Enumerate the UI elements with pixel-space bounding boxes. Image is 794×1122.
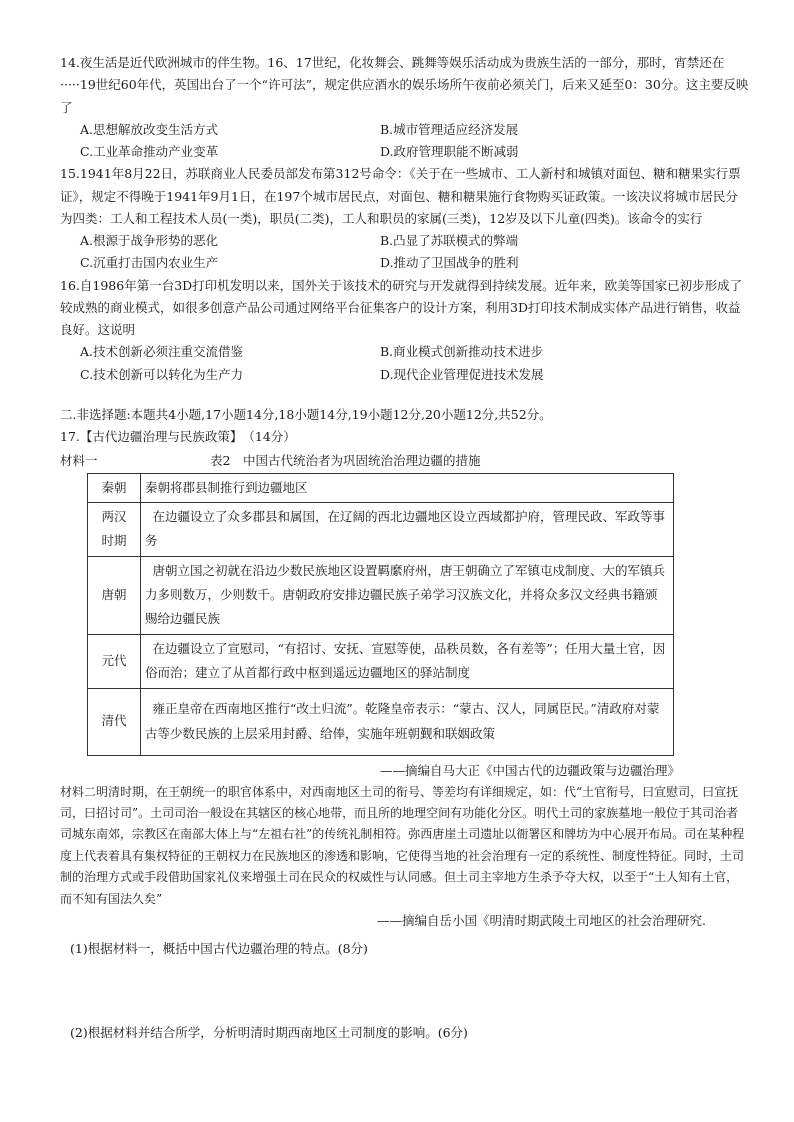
option-c: C.工业革命推动产业变革 <box>80 144 219 159</box>
option-list <box>60 230 750 275</box>
content-cell: 雍正皇帝在西南地区推行“改土归流”。乾隆皇帝表示：“蒙古、汉人，同属臣民。”清政府对蒙古等少数民族的上层采用封爵、给俸，实施年班朝觐和联姻政策 <box>141 688 674 755</box>
table-row <box>88 473 674 502</box>
question-14 <box>60 52 750 163</box>
exam-page <box>60 52 750 1045</box>
material-2-text: 材料二明清时期，在王朝统一的职官体系中，对西南地区土司的衔号、等差均有详细规定，如：代“土官衔号，曰宣慰司，曰宣抚司，曰招讨司”。土司司治一般设在其辖区的核心地带，而且所的地理空间有功能化分区。明代土司的家族墓地一般位于其司治者司城东南郊，宗教区在南部大体上与“左祖右社”的传统礼制相符。弥西唐崖土司遗址以衙署区和牌坊为中心展开布局。司在某种程度上代表着具有集权特征的王朝权力在民族地区的渗透和影响，它使得当地的社会治理有一定的系统性、制度性特征。同时，土司制的治理方式或手段借助国家礼仪来增强土司在民众的权威性与认同感。但土司主宰地方生杀予夺大权，以至于“土人知有土官，而不知有国法久矣” <box>60 784 745 906</box>
content-cell: 唐朝立国之初就在沿边少数民族地区设置羁縻府州，唐王朝确立了军镇屯戍制度、大的军镇兵力多则数万，少则数千。唐朝政府安排边疆民族子弟学习汉族文化，并将众多汉文经典书籍颁赐给边疆民族 <box>141 556 674 634</box>
option-a: A.思想解放改变生活方式 <box>80 121 219 137</box>
option-d: D.推动了卫国战争的胜利 <box>380 255 519 271</box>
option-d: D.现代企业管理促进技术发展 <box>380 366 544 382</box>
option-d: D.政府管理职能不断减弱 <box>380 144 519 159</box>
question-16 <box>60 275 750 386</box>
section-heading: 二.非选择题:本题共4小题,17小题14分,18小题14分,19小题12分,20小题12分,共52分。 <box>60 406 552 422</box>
table-caption: 表2 中国古代统治者为巩固统治治理边疆的措施 <box>210 453 481 469</box>
material-label: 材料一 <box>60 453 98 469</box>
option-c: C.技术创新可以转化为生产力 <box>80 366 244 382</box>
option-b: B.城市管理适应经济发展 <box>380 121 519 137</box>
question-title: 17.【古代边疆治理与民族政策】 （14分） <box>60 429 296 444</box>
table-row <box>88 502 674 556</box>
dynasty-cell: 唐朝 <box>88 556 141 634</box>
question-stem: 16.自1986年第一台3D打印机发明以来，国外关于该技术的研究与开发就得到持续发展。近年来，欧美等国家已初步形成了较成熟的商业模式，如很多创意产品公司通过网络平台征集客户的设计方案，利用3D打印技术制成实体产品进行销售，收益良好。这说明 <box>60 277 743 337</box>
question-17 <box>60 426 750 1045</box>
option-b: B.凸显了苏联模式的弊端 <box>380 233 519 248</box>
material-2-source: ——摘编自岳小国《明清时期武陵土司地区的社会治理研究. <box>377 912 706 928</box>
dynasty-cell: 秦朝 <box>88 473 141 502</box>
content-cell: 在边疆设立了宣慰司，“有招讨、安抚、宣慰等使，品秩员数，各有差等”；任用大量土官，因俗而治；建立了从首都行政中枢到遥远边疆地区的驿站制度 <box>141 634 674 688</box>
option-list <box>60 119 750 164</box>
content-cell: 秦朝将郡县制推行到边疆地区 <box>141 473 674 502</box>
question-stem: 14.夜生活是近代欧洲城市的伴生物。16、17世纪，化妆舞会、跳舞等娱乐活动成为贵族生活的一部分，那时，宵禁还在·····19世纪60年代，英国出台了一个“许可法”，规定供应酒水的娱乐场所午夜前必须关门，后来又延至0：30分。这主要反映了 <box>60 55 749 115</box>
material-1-header <box>60 450 750 472</box>
content-cell: 在边疆设立了众多郡县和属国，在辽阔的西北边疆地区设立西域都护府，管理民政、军政等事务 <box>141 502 674 556</box>
table-row <box>88 634 674 688</box>
option-a: A.技术创新必须注重交流借鉴 <box>80 344 244 360</box>
sub-question-1: (1)根据材料一，概括中国古代边疆治理的特点。(8分) <box>70 941 368 957</box>
question-15 <box>60 163 750 274</box>
spacer <box>60 386 750 404</box>
table-row <box>88 688 674 755</box>
option-a: A.根源于战争形势的恶化 <box>80 233 219 248</box>
material-1-source: ——摘编自马大正《中国古代的边疆政策与边疆治理》 <box>379 762 680 778</box>
dynasty-cell <box>88 502 141 556</box>
answer-space[interactable] <box>60 960 750 1022</box>
option-b: B.商业模式创新推动技术进步 <box>380 344 544 360</box>
border-policy-table <box>87 473 674 756</box>
dynasty-cell: 元代 <box>88 634 141 688</box>
sub-question-2: (2)根据材料并结合所学，分析明清时期西南地区土司制度的影响。(6分) <box>70 1025 468 1041</box>
option-c: C.沉重打击国内农业生产 <box>80 255 219 271</box>
table-row <box>88 556 674 634</box>
option-list <box>60 341 750 386</box>
question-stem: 15.1941年8月22日，苏联商业人民委员部发布第312号命令：《关于在一些城市、工人新村和城镇对面包、糖和糖果实行票证》，规定不得晚于1941年9月1日，在197个城市居民点，对面包、糖和糖果施行食物购买证政策。一该决议将城市居民分为四类：工人和工程技术人员(一类)，职员(二类)，工人和职员的家属(三类)，12岁及以下儿童(四类)。该命令的实行 <box>60 166 741 226</box>
dynasty-cell: 清代 <box>88 688 141 755</box>
dynasty-label: 两汉 时期 <box>101 508 127 549</box>
